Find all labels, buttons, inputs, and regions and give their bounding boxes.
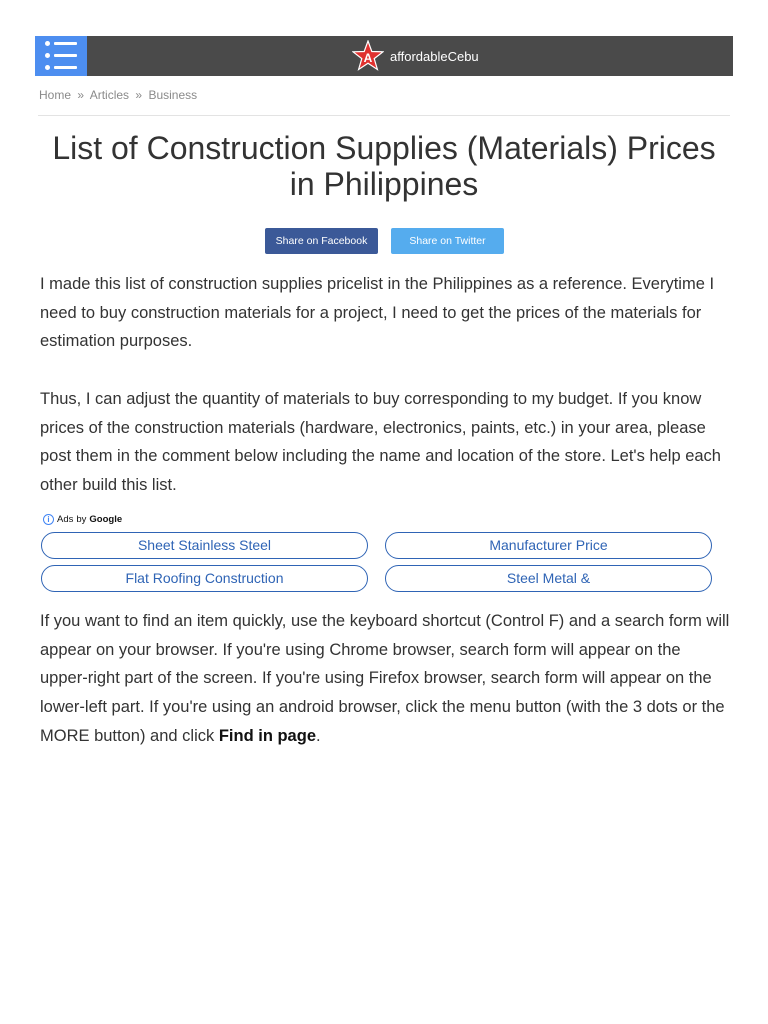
menu-button[interactable] bbox=[35, 36, 87, 76]
ad-link-sheet-stainless-steel[interactable]: Sheet Stainless Steel bbox=[41, 532, 368, 559]
top-navigation-bar bbox=[35, 36, 733, 76]
ads-label-text: Ads bbox=[57, 514, 74, 525]
intro-paragraph: I made this list of construction supplies pricelist in the Philippines as a reference. Everytime I need to buy construction materials for a project, I need to get the prices of the materials for estimation purposes. bbox=[40, 275, 715, 351]
star-a-logo-icon bbox=[352, 40, 384, 72]
site-logo-link[interactable] bbox=[352, 40, 479, 72]
breadcrumb-home[interactable]: Home bbox=[39, 88, 72, 102]
site-name: affordableCebu bbox=[390, 48, 479, 64]
budget-paragraph: Thus, I can adjust the quantity of materials to buy corresponding to my budget. If you know prices of the construction materials (hardware, electronics, paints, etc.) in your area, please post them in the comment below including the name and location of the store. Let's help each other build this list. bbox=[40, 390, 721, 495]
info-circle-icon: i bbox=[43, 514, 54, 525]
page-title: List of Construction Supplies (Materials) Prices in Philippines bbox=[52, 130, 716, 202]
ads-label-by: by bbox=[76, 514, 87, 525]
search-tip-text: If you want to find an item quickly, use the keyboard shortcut (Control F) and a search form will appear on your browser. If you're using Chrome browser, search form will appear on the upper-right part of the screen. If you're using Firefox browser, search form will appear on the lower-left part. If you're using an android browser, click the menu button (with the 3 dots or the MORE button) and click bbox=[40, 612, 730, 745]
ad-link-flat-roofing-construction[interactable]: Flat Roofing Construction bbox=[41, 565, 368, 592]
svg-text:A: A bbox=[363, 51, 373, 65]
ads-by-google-label[interactable] bbox=[43, 514, 122, 525]
breadcrumb-articles[interactable]: Articles bbox=[89, 88, 130, 102]
breadcrumb-separator: » bbox=[135, 88, 143, 102]
divider bbox=[38, 115, 730, 116]
ads-label-brand: Google bbox=[89, 514, 123, 525]
breadcrumb bbox=[39, 88, 197, 102]
ad-link-manufacturer-price[interactable]: Manufacturer Price bbox=[385, 532, 712, 559]
find-in-page-emphasis: Find in page bbox=[218, 726, 316, 745]
search-tip-paragraph bbox=[40, 607, 730, 751]
search-tip-end: . bbox=[316, 726, 321, 745]
ad-link-steel-metal[interactable]: Steel Metal & bbox=[385, 565, 712, 592]
share-twitter-button[interactable]: Share on Twitter bbox=[391, 228, 504, 254]
share-facebook-button[interactable]: Share on Facebook bbox=[265, 228, 378, 254]
breadcrumb-business[interactable]: Business bbox=[148, 88, 198, 102]
breadcrumb-separator: » bbox=[77, 88, 85, 102]
